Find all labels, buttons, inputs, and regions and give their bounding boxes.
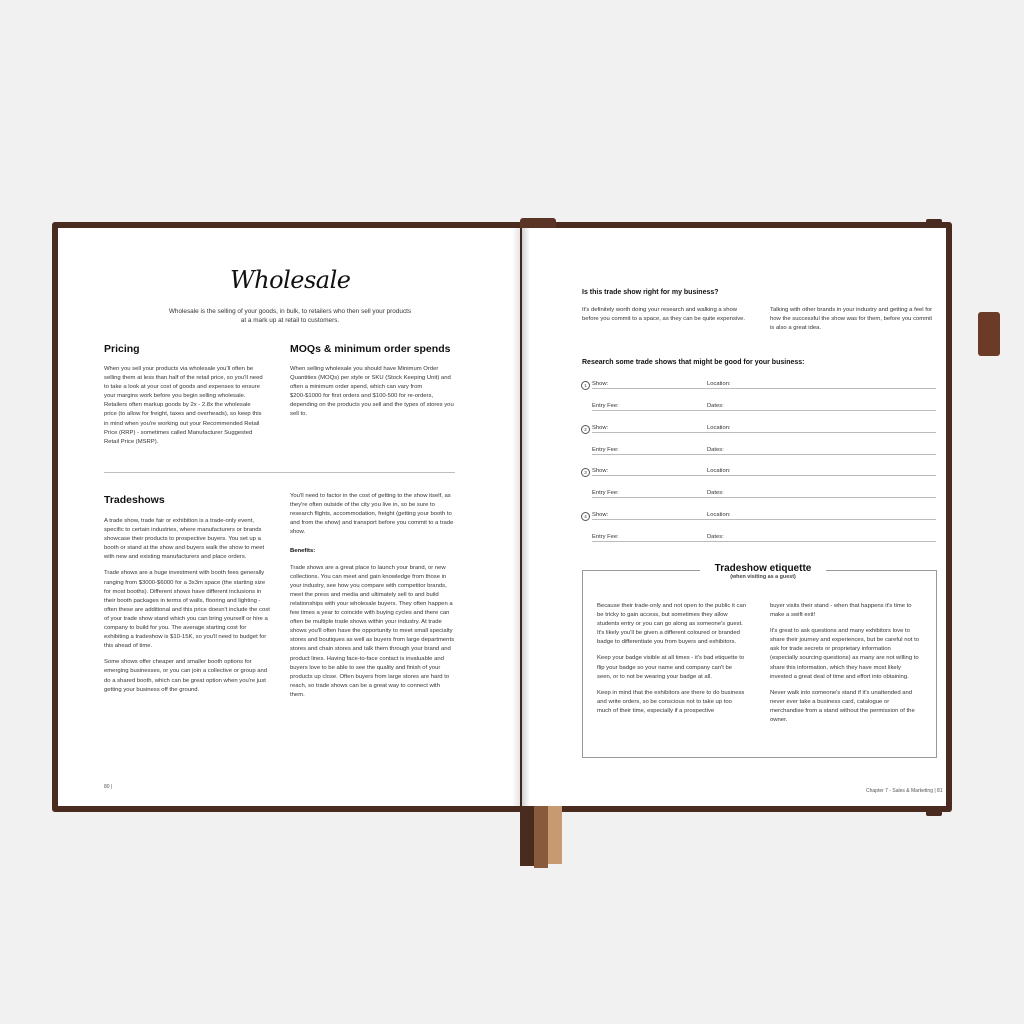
etiquette-col-2	[770, 602, 920, 732]
etiquette-paragraph-5: It's great to ask questions and many exhibitors love to share their journey and experiences, but be careful not to ask for trade secrets or proprietary information (especially sourcing questions) as many are not willing to share this information, which they have most likely invested a great deal of time and effort into obtaining.	[770, 628, 919, 680]
etiquette-heading	[700, 563, 826, 580]
elastic-band-top	[926, 219, 942, 227]
dates-label: Dates:	[707, 534, 724, 540]
ribbon-bookmark-dark	[520, 806, 534, 866]
fee-row-2	[592, 447, 936, 453]
show-input-line[interactable]	[592, 388, 936, 389]
benefits-text: Trade shows are a great place to launch your brand, or new collections. You can meet and gain knowledge from those in your industry, see how you compare with competitor brands, meet the press and media and ultimately sell to and build relationships with your wholesale buyers. They often happen a few times a year to coincide with buying cycles and there can often be multiple trade shows within your industry. At trade shows you'll often have the opportunity to meet small specialty stores and boutiques as well as buyers from large departments stores and chain stores and talk them through your brand and product lines. Having face-to-face contact is invaluable and buyers love to be able to see the quality and finish of your products up close. Often buyers from large stores are hard to reach, so trade shows can be a great way to connect with them.	[290, 564, 455, 698]
fee-input-line[interactable]	[592, 497, 936, 498]
etiquette-col-1	[597, 602, 747, 723]
pricing-heading: Pricing	[104, 343, 140, 355]
benefits-heading: Benefits:	[290, 548, 316, 555]
question-heading: Is this trade show right for my business?	[582, 289, 719, 296]
location-label: Location:	[707, 381, 731, 387]
show-label: Show:	[592, 425, 609, 431]
travel-paragraph: You'll need to factor in the cost of getting to the show itself, as they're often outside of the city you live in, so be sure to research flights, accommodation, freight (getting your booth to and from the show) and transport before you commit to a trade show.	[290, 493, 454, 536]
tradeshows-text	[104, 517, 271, 702]
etiquette-paragraph-3: Keep in mind that the exhibitors are there to do business and write orders, so be conscious not to take up too much of their time, especially if a prospective	[597, 689, 745, 714]
elastic-band	[978, 312, 1000, 356]
dates-label: Dates:	[707, 447, 724, 453]
etiquette-paragraph-6: Never walk into someone's stand if it's unattended and never ever take a business card, catalogue or merchandise from a stand without the permission of the owner.	[770, 689, 915, 724]
show-input-line[interactable]	[592, 432, 936, 433]
show-input-line[interactable]	[592, 519, 936, 520]
intro-line-2: at a mark up at retail to customers.	[240, 317, 340, 324]
etiquette-subtitle: (when visiting as a guest)	[730, 574, 796, 580]
question-col-1: It's definitely worth doing your research and walking a show before you commit to a space, as they can be quite expensive.	[582, 307, 746, 323]
page-title: Wholesale	[230, 266, 351, 294]
show-row-1	[592, 381, 936, 387]
fee-row-4	[592, 534, 936, 540]
dates-label: Dates:	[707, 490, 724, 496]
intro-line-1: Wholesale is the selling of your goods, in bulk, to retailers who then sell your products	[168, 308, 412, 315]
etiquette-paragraph-2: Keep your badge visible at all times - it's bad etiquette to flip your badge so your name and company can't be seen, or to not be wearing your badge at all.	[597, 655, 745, 680]
question-col-2: Talking with other brands in your industry and getting a feel for how the successful the show was for them, before you commit is also a great idea.	[770, 307, 933, 332]
page-footer-right: Chapter 7 - Sales & Marketing | 81	[866, 788, 943, 794]
entry-number-1: 1	[581, 381, 590, 390]
location-label: Location:	[707, 425, 731, 431]
fee-row-3	[592, 490, 936, 496]
show-label: Show:	[592, 512, 609, 518]
tradeshows-paragraph-1: A trade show, trade fair or exhibition is a trade-only event, specific to certain industries, where manufacturers or brands showcase their products to prospective buyers. You set up a booth or stand at the show and buyers walk the show to meet with new and existing manufacturers and place orders.	[104, 518, 265, 561]
entry-number-3: 3	[581, 468, 590, 477]
show-row-4	[592, 512, 936, 518]
location-label: Location:	[707, 512, 731, 518]
book-gutter	[512, 228, 530, 806]
entry-fee-label: Entry Fee:	[592, 403, 619, 409]
section-divider	[104, 472, 455, 473]
moq-text: When selling wholesale you should have Minimum Order Quantities (MOQs) per style or SKU (Stock Keeping Unit) and often a minimum order spend, which can vary from $200-$1000 for first orders and $100-500 for re-orders, depending on the products you sell and the types of stores you sell to.	[290, 366, 454, 418]
ribbon-bookmark-tan	[548, 806, 562, 864]
etiquette-paragraph-4: buyer visits their stand - when that happens it's time to make a swift exit!	[770, 603, 912, 619]
show-input-line[interactable]	[592, 475, 936, 476]
research-heading: Research some trade shows that might be good for your business:	[582, 359, 805, 366]
intro-text	[130, 307, 450, 325]
tradeshows-paragraph-3: Some shows offer cheaper and smaller booth options for emerging businesses, or you can join a collective or group and do a shared booth, which can be great option when you're just getting your business off the ground.	[104, 659, 268, 693]
location-label: Location:	[707, 468, 731, 474]
show-label: Show:	[592, 468, 609, 474]
fee-row-1	[592, 403, 936, 409]
show-row-2	[592, 425, 936, 431]
cover-spine-top	[520, 218, 556, 228]
fee-input-line[interactable]	[592, 541, 936, 542]
moq-heading: MOQs & minimum order spends	[290, 343, 451, 355]
elastic-band-bottom	[926, 808, 942, 816]
show-label: Show:	[592, 381, 609, 387]
fee-input-line[interactable]	[592, 410, 936, 411]
pricing-text: When you sell your products via wholesale you'll often be selling them at less than half of the retail price, so you'll need to take a look at your cost of goods and expenses to ensure your margins work before you begin selling wholesale. Retailers often markup goods by 2x - 2.8x the wholesale price (to allow for freight, taxes and overheads), so keep this in mind when you're working out your Recommended Retail Price (RRP) - sometimes called Manufacturer Suggested Retail Price (MSRP).	[104, 366, 263, 445]
entry-number-2: 2	[581, 425, 590, 434]
entry-fee-label: Entry Fee:	[592, 534, 619, 540]
show-row-3	[592, 468, 936, 474]
dates-label: Dates:	[707, 403, 724, 409]
entry-fee-label: Entry Fee:	[592, 490, 619, 496]
tradeshows-heading: Tradeshows	[104, 494, 165, 506]
etiquette-title: Tradeshow etiquette	[714, 563, 812, 574]
fee-input-line[interactable]	[592, 454, 936, 455]
entry-number-4: 4	[581, 512, 590, 521]
tradeshows-col2	[290, 492, 455, 707]
tradeshows-paragraph-2: Trade shows are a huge investment with booth fees generally ranging from $3000-$6000 for a 3x3m space (the starting size for most booths). Different shows have different inclusions in their booth packages in terms of walls, flooring and lighting - often these are additional and this price doesn't include the cost of your trade show stand which you can bring yourself or hire a company to build for you. The average starting cost for exhibiting a tradeshow is $10-15K, so you'll need to budget for this ahead of time.	[104, 570, 270, 650]
ribbon-bookmark-brown	[534, 806, 548, 868]
entry-fee-label: Entry Fee:	[592, 447, 619, 453]
page-number-left: 80 |	[104, 784, 113, 790]
etiquette-paragraph-1: Because their trade-only and not open to the public it can be tricky to gain access, but sometimes they allow students entry or you can go along as someone's guest. It's likely you'll be given a different coloured or branded badge to differentiate you from buyers and exhibitors.	[597, 603, 747, 646]
